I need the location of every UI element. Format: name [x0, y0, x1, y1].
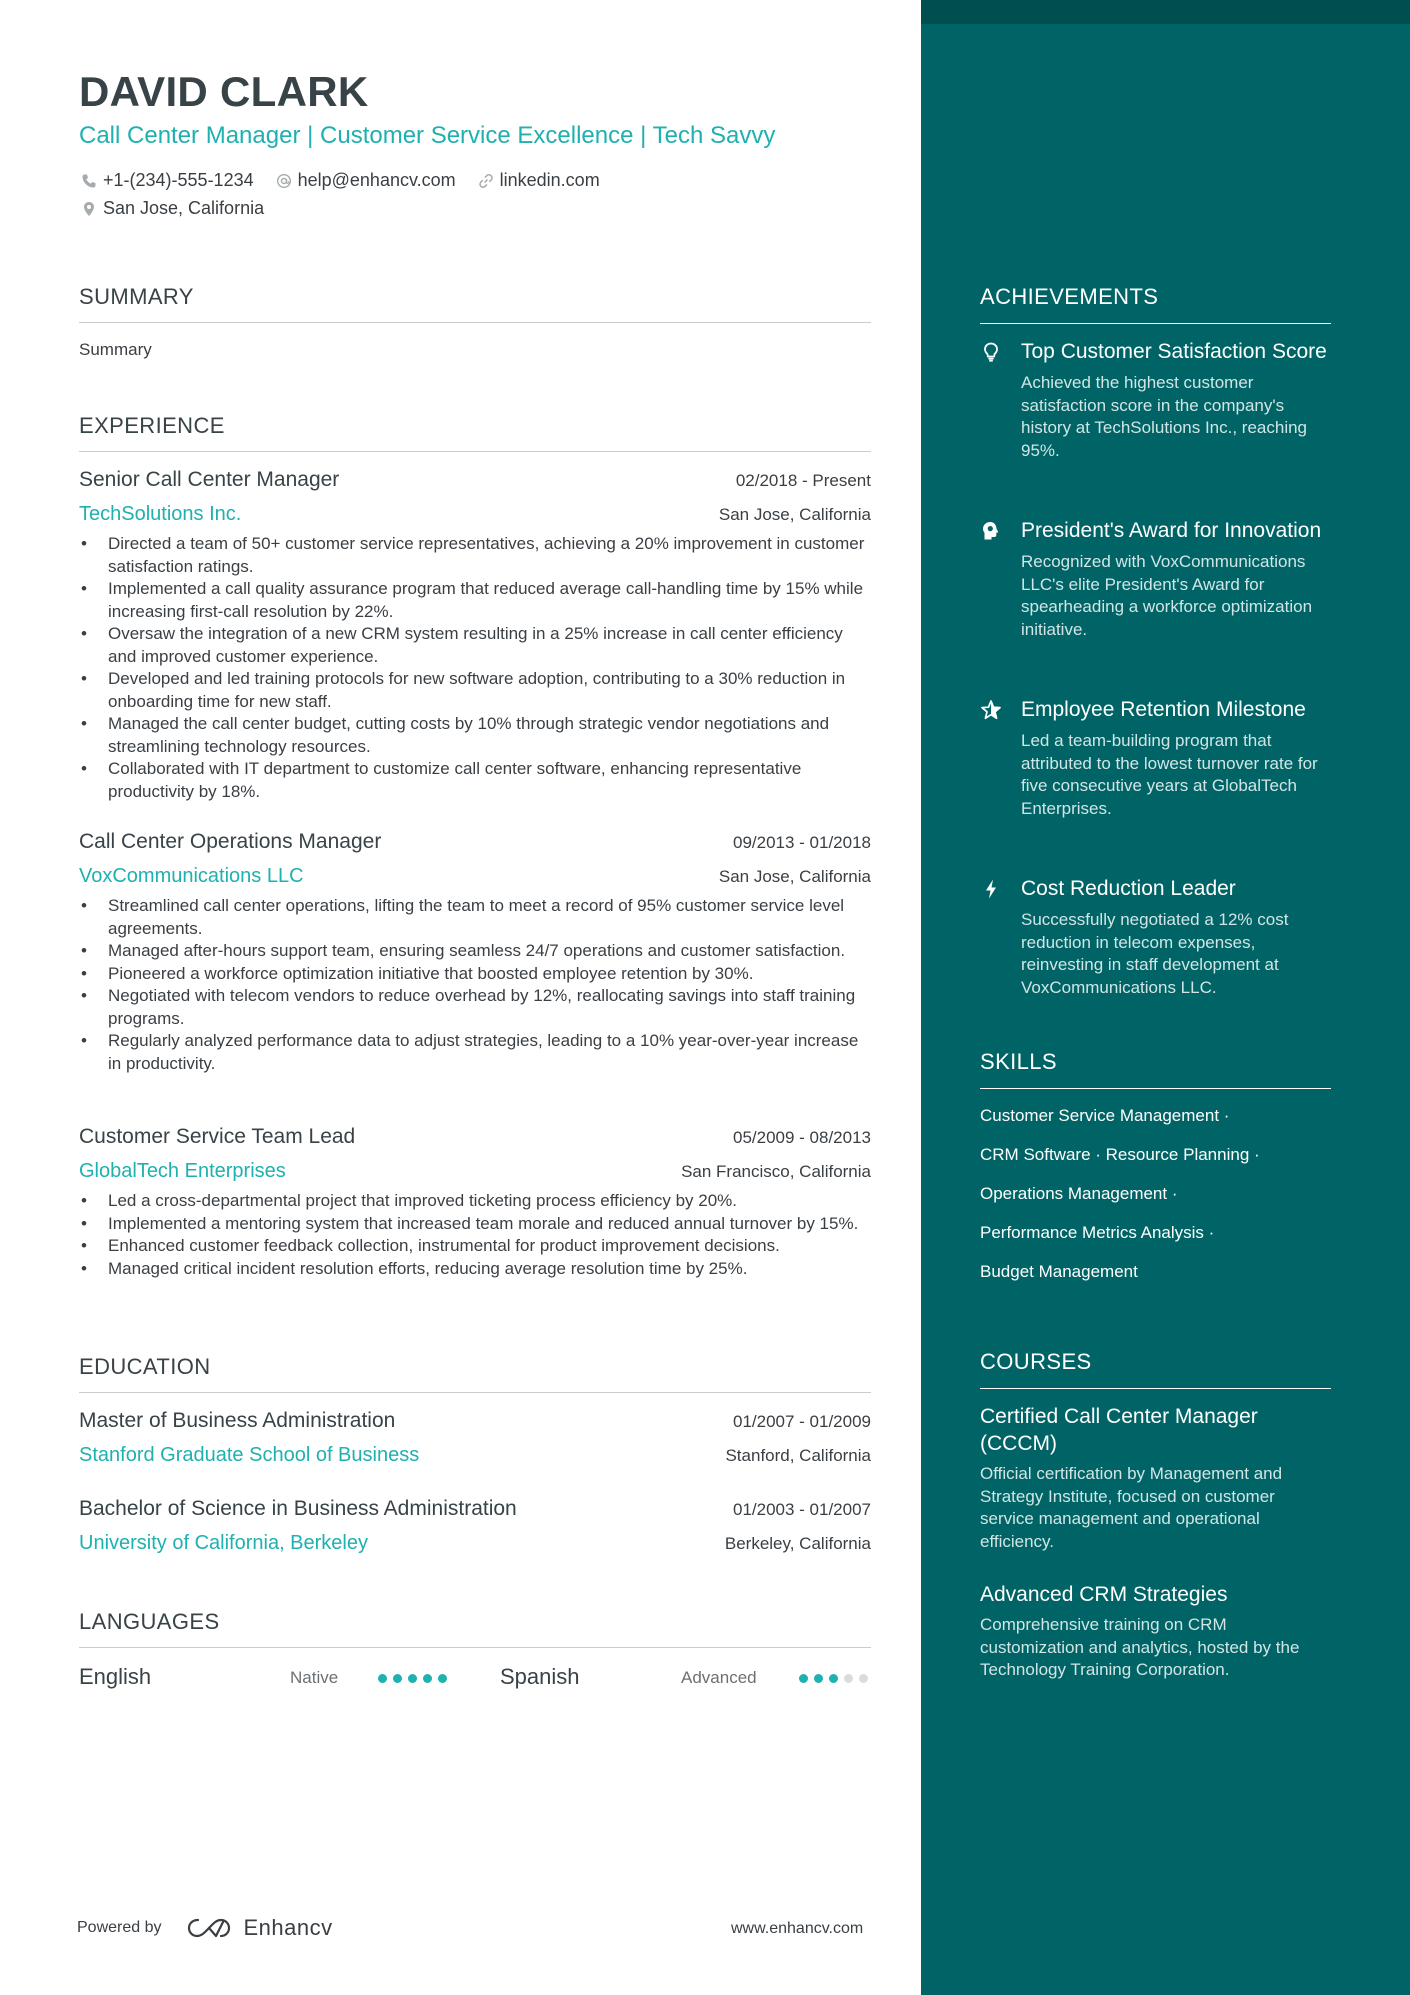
- achievement-item: [980, 517, 1331, 641]
- job-bullet: • Implemented a mentoring system that increased team morale and reduced annual turnover by 15%.: [79, 1213, 871, 1236]
- job-bullet: • Directed a team of 50+ customer service representatives, achieving a 20% improvement in customer satisfaction ratings.: [79, 533, 871, 578]
- job-bullets: [79, 1190, 871, 1280]
- achievement-title: Cost Reduction Leader: [1021, 877, 1236, 900]
- language-name: English: [79, 1664, 152, 1689]
- job-title: Customer Service Team Lead: [79, 1125, 356, 1148]
- job-title: Call Center Operations Manager: [79, 830, 382, 853]
- job-dates: 05/2009 - 08/2013: [732, 1128, 871, 1147]
- lightbulb-icon: [980, 341, 1002, 363]
- location-text: San Jose, California: [103, 198, 265, 218]
- course-desc: Comprehensive training on CRM customization and analytics, hosted by the Technology Training Corporation.: [980, 1615, 1300, 1679]
- powered-by-text: Powered by: [77, 1919, 162, 1936]
- job-bullet: • Collaborated with IT department to customize call center software, enhancing representative productivity by 18%.: [79, 758, 871, 803]
- job-bullet: • Regularly analyzed performance data to adjust strategies, leading to a 10% year-over-year increase in productivity.: [79, 1030, 871, 1075]
- head-idea-icon: [980, 520, 1002, 542]
- courses-heading: COURSES: [980, 1349, 1331, 1389]
- skill-line: CRM Software · Resource Planning ·: [980, 1145, 1260, 1164]
- education-entry: [79, 1409, 871, 1467]
- rating-dot-filled: [423, 1674, 432, 1683]
- job-company: TechSolutions Inc.: [79, 503, 242, 525]
- contact-phone: [79, 170, 254, 191]
- job-bullet: • Enhanced customer feedback collection, instrumental for product improvement decisions.: [79, 1235, 871, 1258]
- languages-list: [79, 1664, 871, 1694]
- achievement-item: [980, 875, 1331, 999]
- education-dates: 01/2003 - 01/2007: [732, 1500, 871, 1519]
- achievements-heading: ACHIEVEMENTS: [980, 284, 1331, 324]
- rating-dot-filled: [829, 1674, 838, 1683]
- sidebar-top-band: [921, 0, 1410, 24]
- course-title: Advanced CRM Strategies: [980, 1583, 1228, 1606]
- rating-dot-filled: [438, 1674, 447, 1683]
- language-rating: [378, 1674, 453, 1683]
- footer-url[interactable]: www.enhancv.com: [731, 1920, 864, 1937]
- job-bullet: • Led a cross-departmental project that improved ticketing process efficiency by 20%.: [79, 1190, 871, 1213]
- achievement-title: President's Award for Innovation: [1021, 519, 1322, 542]
- candidate-headline: Call Center Manager | Customer Service Excellence | Tech Savvy: [79, 122, 776, 149]
- rating-dot-filled: [408, 1674, 417, 1683]
- course-item: [980, 1403, 1331, 1553]
- skills-heading: SKILLS: [980, 1049, 1331, 1089]
- language-name: Spanish: [500, 1664, 580, 1689]
- education-heading: EDUCATION: [79, 1354, 871, 1393]
- course-desc: Official certification by Management and Strategy Institute, focused on customer service management and operational efficiency.: [980, 1464, 1283, 1551]
- languages-heading: LANGUAGES: [79, 1609, 871, 1648]
- degree-title: Master of Business Administration: [79, 1409, 396, 1432]
- phone-icon: [79, 171, 99, 191]
- school-location: Berkeley, California: [724, 1534, 871, 1553]
- summary-text: Summary: [79, 340, 152, 359]
- job-bullet: • Negotiated with telecom vendors to reduce overhead by 12%, reallocating savings into staff training programs.: [79, 985, 871, 1030]
- achievement-desc: Achieved the highest customer satisfaction score in the company's history at TechSolutions Inc., reaching 95%.: [1021, 373, 1308, 460]
- lightning-icon: [980, 878, 1002, 900]
- star-icon: [980, 699, 1002, 721]
- course-item: [980, 1581, 1331, 1682]
- skill-line: Operations Management ·: [980, 1184, 1178, 1203]
- job-bullet: • Managed after-hours support team, ensuring seamless 24/7 operations and customer satisfaction.: [79, 940, 871, 963]
- education-entry: [79, 1497, 871, 1555]
- school-name: University of California, Berkeley: [79, 1532, 368, 1554]
- job-bullets: [79, 533, 871, 803]
- rating-dot-filled: [799, 1674, 808, 1683]
- job-bullet: • Implemented a call quality assurance program that reduced average call-handling time by 15% while increasing first-call resolution by 22%.: [79, 578, 871, 623]
- school-location: Stanford, California: [725, 1446, 871, 1465]
- job-entry: [79, 468, 871, 803]
- education-dates: 01/2007 - 01/2009: [732, 1412, 871, 1431]
- job-entry: [79, 1125, 871, 1280]
- language-level: Native: [290, 1668, 339, 1687]
- contact-email[interactable]: [274, 170, 456, 191]
- rating-dot-filled: [814, 1674, 823, 1683]
- achievement-desc: Recognized with VoxCommunications LLC's elite President's Award for spearheading a workforce optimization initiative.: [1021, 552, 1313, 639]
- language-level: Advanced: [681, 1668, 757, 1687]
- footer-branding: [77, 1915, 333, 1941]
- achievement-title: Employee Retention Milestone: [1021, 698, 1306, 721]
- summary-heading: SUMMARY: [79, 284, 871, 323]
- link-icon: [476, 171, 496, 191]
- contact-location: [79, 198, 264, 219]
- job-company: VoxCommunications LLC: [79, 865, 304, 887]
- job-bullet: • Streamlined call center operations, lifting the team to meet a record of 95% customer service level agreements.: [79, 895, 871, 940]
- job-location: San Jose, California: [718, 505, 871, 524]
- job-company: GlobalTech Enterprises: [79, 1160, 286, 1182]
- achievement-desc: Led a team-building program that attributed to the lowest turnover rate for five consecutive years at GlobalTech Enterprises.: [1021, 731, 1318, 818]
- language-rating: [799, 1674, 874, 1683]
- job-entry: [79, 830, 871, 1075]
- job-bullet: • Oversaw the integration of a new CRM system resulting in a 25% increase in call center efficiency and improved customer experience.: [79, 623, 871, 668]
- brand-name: Enhancv: [243, 1915, 333, 1940]
- candidate-name: DAVID CLARK: [79, 68, 369, 115]
- course-title: Certified Call Center Manager (CCCM): [980, 1405, 1258, 1455]
- rating-dot-empty: [844, 1674, 853, 1683]
- rating-dot-filled: [378, 1674, 387, 1683]
- degree-title: Bachelor of Science in Business Administration: [79, 1497, 517, 1520]
- job-bullet: • Developed and led training protocols for new software adoption, contributing to a 30% reduction in onboarding time for new staff.: [79, 668, 871, 713]
- location-pin-icon: [79, 199, 99, 219]
- job-location: San Jose, California: [718, 867, 871, 886]
- job-bullet: • Managed critical incident resolution efforts, reducing average resolution time by 25%.: [79, 1258, 871, 1281]
- rating-dot-filled: [393, 1674, 402, 1683]
- achievement-item: [980, 696, 1331, 820]
- job-dates: 09/2013 - 01/2018: [732, 833, 871, 852]
- contact-linkedin[interactable]: [476, 170, 600, 191]
- email-text[interactable]: help@enhancv.com: [297, 170, 456, 190]
- skill-line: Customer Service Management ·: [980, 1106, 1230, 1125]
- skill-line: Performance Metrics Analysis ·: [980, 1223, 1215, 1242]
- enhancv-logo[interactable]: [186, 1915, 333, 1941]
- linkedin-text[interactable]: linkedin.com: [499, 170, 600, 190]
- achievement-title: Top Customer Satisfaction Score: [1021, 340, 1327, 363]
- job-bullets: [79, 895, 871, 1075]
- rating-dot-empty: [859, 1674, 868, 1683]
- school-name: Stanford Graduate School of Business: [79, 1444, 420, 1466]
- phone-text: +1-(234)-555-1234: [103, 170, 254, 190]
- job-title: Senior Call Center Manager: [79, 468, 340, 491]
- job-bullet: • Pioneered a workforce optimization initiative that boosted employee retention by 30%.: [79, 963, 871, 986]
- job-location: San Francisco, California: [681, 1162, 871, 1181]
- achievement-item: [980, 338, 1331, 462]
- job-bullet: • Managed the call center budget, cutting costs by 10% through strategic vendor negotiations and streamlining technology resources.: [79, 713, 871, 758]
- skill-line: Budget Management: [980, 1262, 1138, 1281]
- achievement-desc: Successfully negotiated a 12% cost reduction in telecom expenses, reinvesting in staff development at VoxCommunications LLC.: [1021, 910, 1289, 997]
- enhancv-logo-icon: [186, 1916, 232, 1940]
- at-sign-icon: [274, 171, 294, 191]
- experience-heading: EXPERIENCE: [79, 413, 871, 452]
- job-dates: 02/2018 - Present: [735, 471, 871, 490]
- contact-row-location: [79, 198, 284, 219]
- contact-row: [79, 170, 620, 191]
- sidebar: [921, 0, 1410, 1995]
